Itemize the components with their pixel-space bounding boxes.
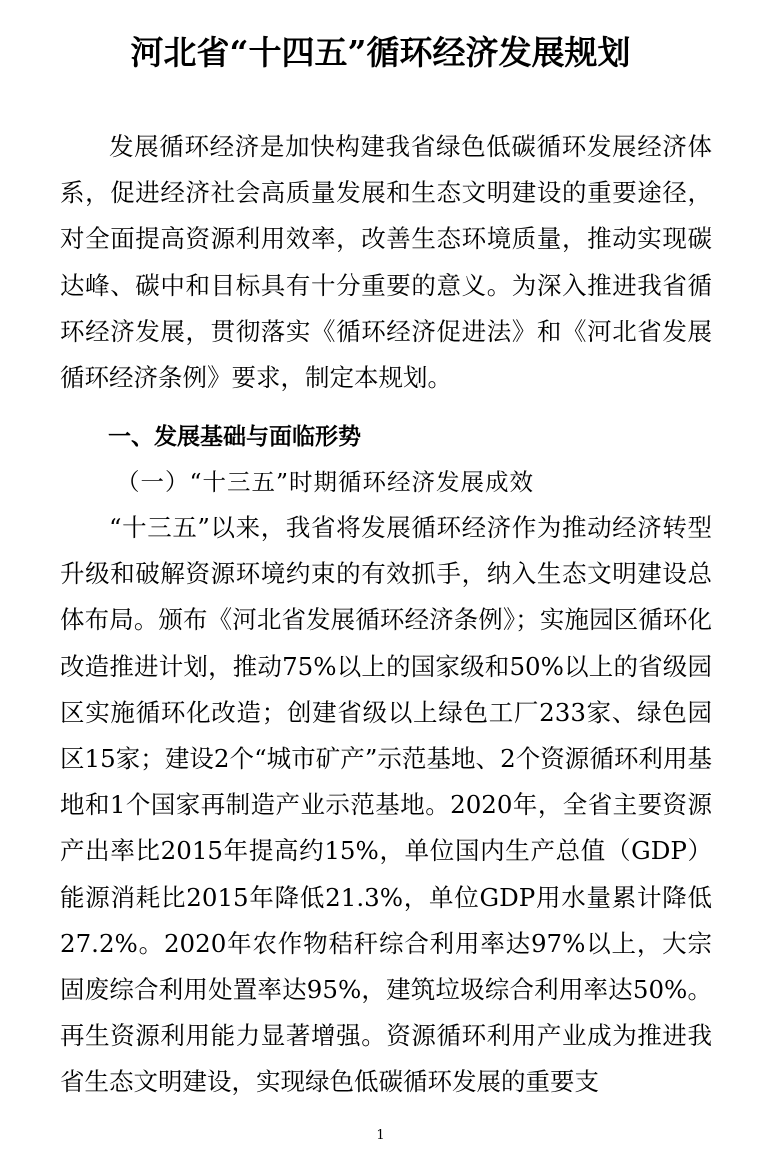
- document-title: 河北省“十四五”循环经济发展规划: [130, 33, 631, 72]
- body-paragraph: “十三五”以来，我省将发展循环经济作为推动经济转型升级和破解资源环境约束的有效抓手，纳入生态文明建设总体布局。颁布《河北省发展循环经济条例》；实施园区循环化改造推进计划，推动75%以上的国家级和50%以上的省级园区实施循环化改造；创建省级以上绿色工厂233家、绿色园区15家；建设2个“城市矿产”示范基地、2个资源循环利用基地和1个国家再制造产业示范基地。2020年，全省主要资源产出率比2015年提高约15%，单位国内生产总值（GDP）能源消耗比2015年降低21.3%，单位GDP用水量累计降低27.2%。2020年农作物秸秆综合利用率达97%以上，大宗固废综合利用处置率达95%，建筑垃圾综合利用率达50%。再生资源利用能力显著增强。资源循环利用产业成为推进我省生态文明建设，实现绿色低碳循环发展的重要支: [60, 513, 712, 1097]
- page-number: 1: [376, 1128, 385, 1143]
- subsection-heading: （一）“十三五”时期循环经济发展成效: [116, 468, 535, 496]
- intro-paragraph: 发展循环经济是加快构建我省绿色低碳循环发展经济体系，促进经济社会高质量发展和生态文明建设的重要途径，对全面提高资源利用效率，改善生态环境质量，推动实现碳达峰、碳中和目标具有十分重要的意义。为深入推进我省循环经济发展，贯彻落实《循环经济促进法》和《河北省发展循环经济条例》要求，制定本规划。: [60, 132, 712, 393]
- section-heading: 一、发展基础与面临形势: [108, 424, 361, 450]
